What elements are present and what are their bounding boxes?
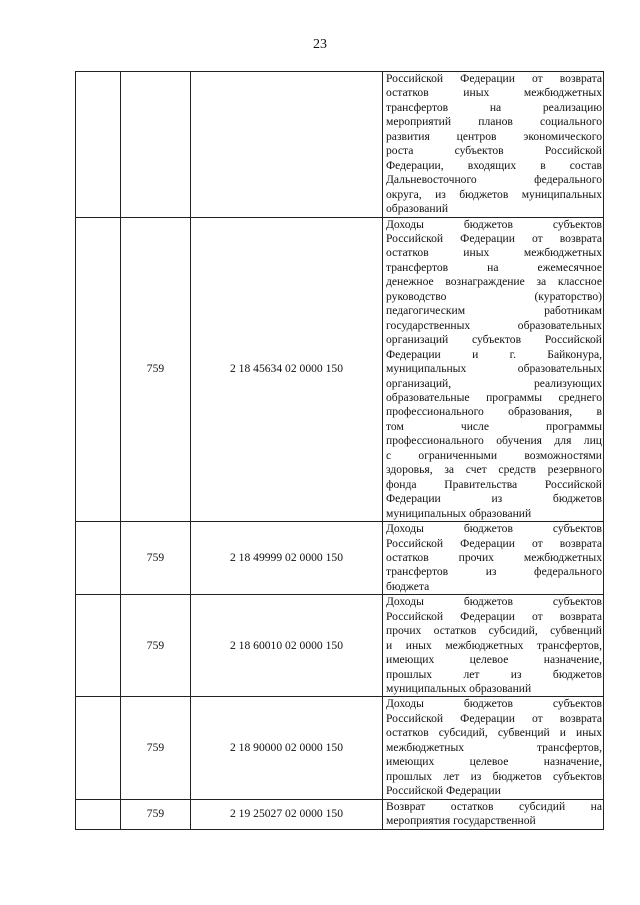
description-line: Российской Федерации от возврата [386,231,602,245]
description-line: муниципальных образований [386,506,532,520]
description-line: Федерации, входящих в состав [386,158,602,172]
description-line: Федерации из бюджетов [386,492,602,506]
description-cell [383,72,604,218]
description-line: образовательные программы среднего [386,390,602,404]
description-line: Доходы бюджетов субъектов [386,595,602,609]
table-row [76,217,604,522]
description-line: остатков прочих межбюджетных [386,550,602,564]
table-row [76,72,604,218]
description-line: имеющих целевое назначение, [386,755,602,769]
description-line: организаций субъектов Российской [386,333,602,347]
description-line: и иных межбюджетных трансфертов, [386,638,602,652]
description-line: трансфертов из федерального [386,565,602,579]
description-cell [383,799,604,829]
description-line: муниципальных образований [386,682,532,696]
description-line: трансфертов на ежемесячное [386,260,602,274]
description-line: с ограниченными возможностями [386,448,602,462]
description-line: Доходы бюджетов субъектов [386,522,602,536]
description-line: остатков иных межбюджетных [386,86,602,100]
description-line: государственных образовательных [386,318,602,332]
description-line: мероприятий планов социального [386,115,602,129]
empty-cell [76,522,121,595]
empty-cell [76,72,121,218]
budget-code-cell: 2 18 45634 02 0000 150 [191,217,383,522]
description-line: Российской Федерации от возврата [386,711,602,725]
budget-codes-table [75,71,604,830]
table-row [76,799,604,829]
table-body [76,72,604,830]
description-line: здоровья, за счет средств резервного [386,463,602,477]
empty-cell [76,595,121,697]
description-line: округа, из бюджетов муниципальных [386,187,602,201]
table-row [76,595,604,697]
description-cell [383,217,604,522]
description-line: Возврат остатков субсидий на [386,799,602,813]
description-line: том числе программы [386,419,602,433]
description-line: бюджета [386,579,430,593]
description-line: профессионального образования, в [386,405,602,419]
description-line: прошлых лет из бюджетов субъектов [386,769,602,783]
description-line: остатков иных межбюджетных [386,246,602,260]
page-number: 23 [313,37,327,52]
description-line: имеющих целевое назначение, [386,653,602,667]
description-line: роста субъектов Российской [386,144,602,158]
description-line: прошлых лет из бюджетов [386,667,602,681]
admin-code-cell: 759 [121,522,191,595]
admin-code-cell: 759 [121,595,191,697]
description-line: денежное вознаграждение за классное [386,275,602,289]
budget-code-cell: 2 18 49999 02 0000 150 [191,522,383,595]
description-line: Доходы бюджетов субъектов [386,217,602,231]
description-line: фонда Правительства Российской [386,477,602,491]
description-line: Российской Федерации от возврата [386,536,602,550]
table-row [76,522,604,595]
description-line: организаций, реализующих [386,376,602,390]
description-line: Доходы бюджетов субъектов [386,697,602,711]
admin-code-cell [121,72,191,218]
empty-cell [76,697,121,799]
budget-code-cell: 2 18 90000 02 0000 150 [191,697,383,799]
budget-code-cell [191,72,383,218]
description-cell [383,697,604,799]
description-line: Российской Федерации от возврата [386,72,602,85]
description-line: трансфертов на реализацию [386,100,602,114]
description-line: профессионального обучения для лиц [386,434,602,448]
description-line: остатков субсидий, субвенций и иных [386,726,602,740]
table-row [76,697,604,799]
description-line: образований [386,202,449,216]
description-line: муниципальных образовательных [386,362,602,376]
description-line: Российской Федерации от возврата [386,609,602,623]
admin-code-cell: 759 [121,799,191,829]
empty-cell [76,217,121,522]
admin-code-cell: 759 [121,697,191,799]
budget-code-cell: 2 18 60010 02 0000 150 [191,595,383,697]
description-line: педагогическим работникам [386,304,602,318]
description-line: Дальневосточного федерального [386,173,602,187]
admin-code-cell: 759 [121,217,191,522]
description-line: Российской Федерации [386,784,501,798]
budget-code-cell: 2 19 25027 02 0000 150 [191,799,383,829]
description-line: руководство (кураторство) [386,289,602,303]
description-cell [383,522,604,595]
description-cell [383,595,604,697]
description-line: межбюджетных трансфертов, [386,740,602,754]
description-line: Федерации и г. Байконура, [386,347,602,361]
description-line: развития центров экономического [386,129,602,143]
description-line: мероприятия государственной [386,814,536,828]
description-line: прочих остатков субсидий, субвенций [386,624,602,638]
empty-cell [76,799,121,829]
